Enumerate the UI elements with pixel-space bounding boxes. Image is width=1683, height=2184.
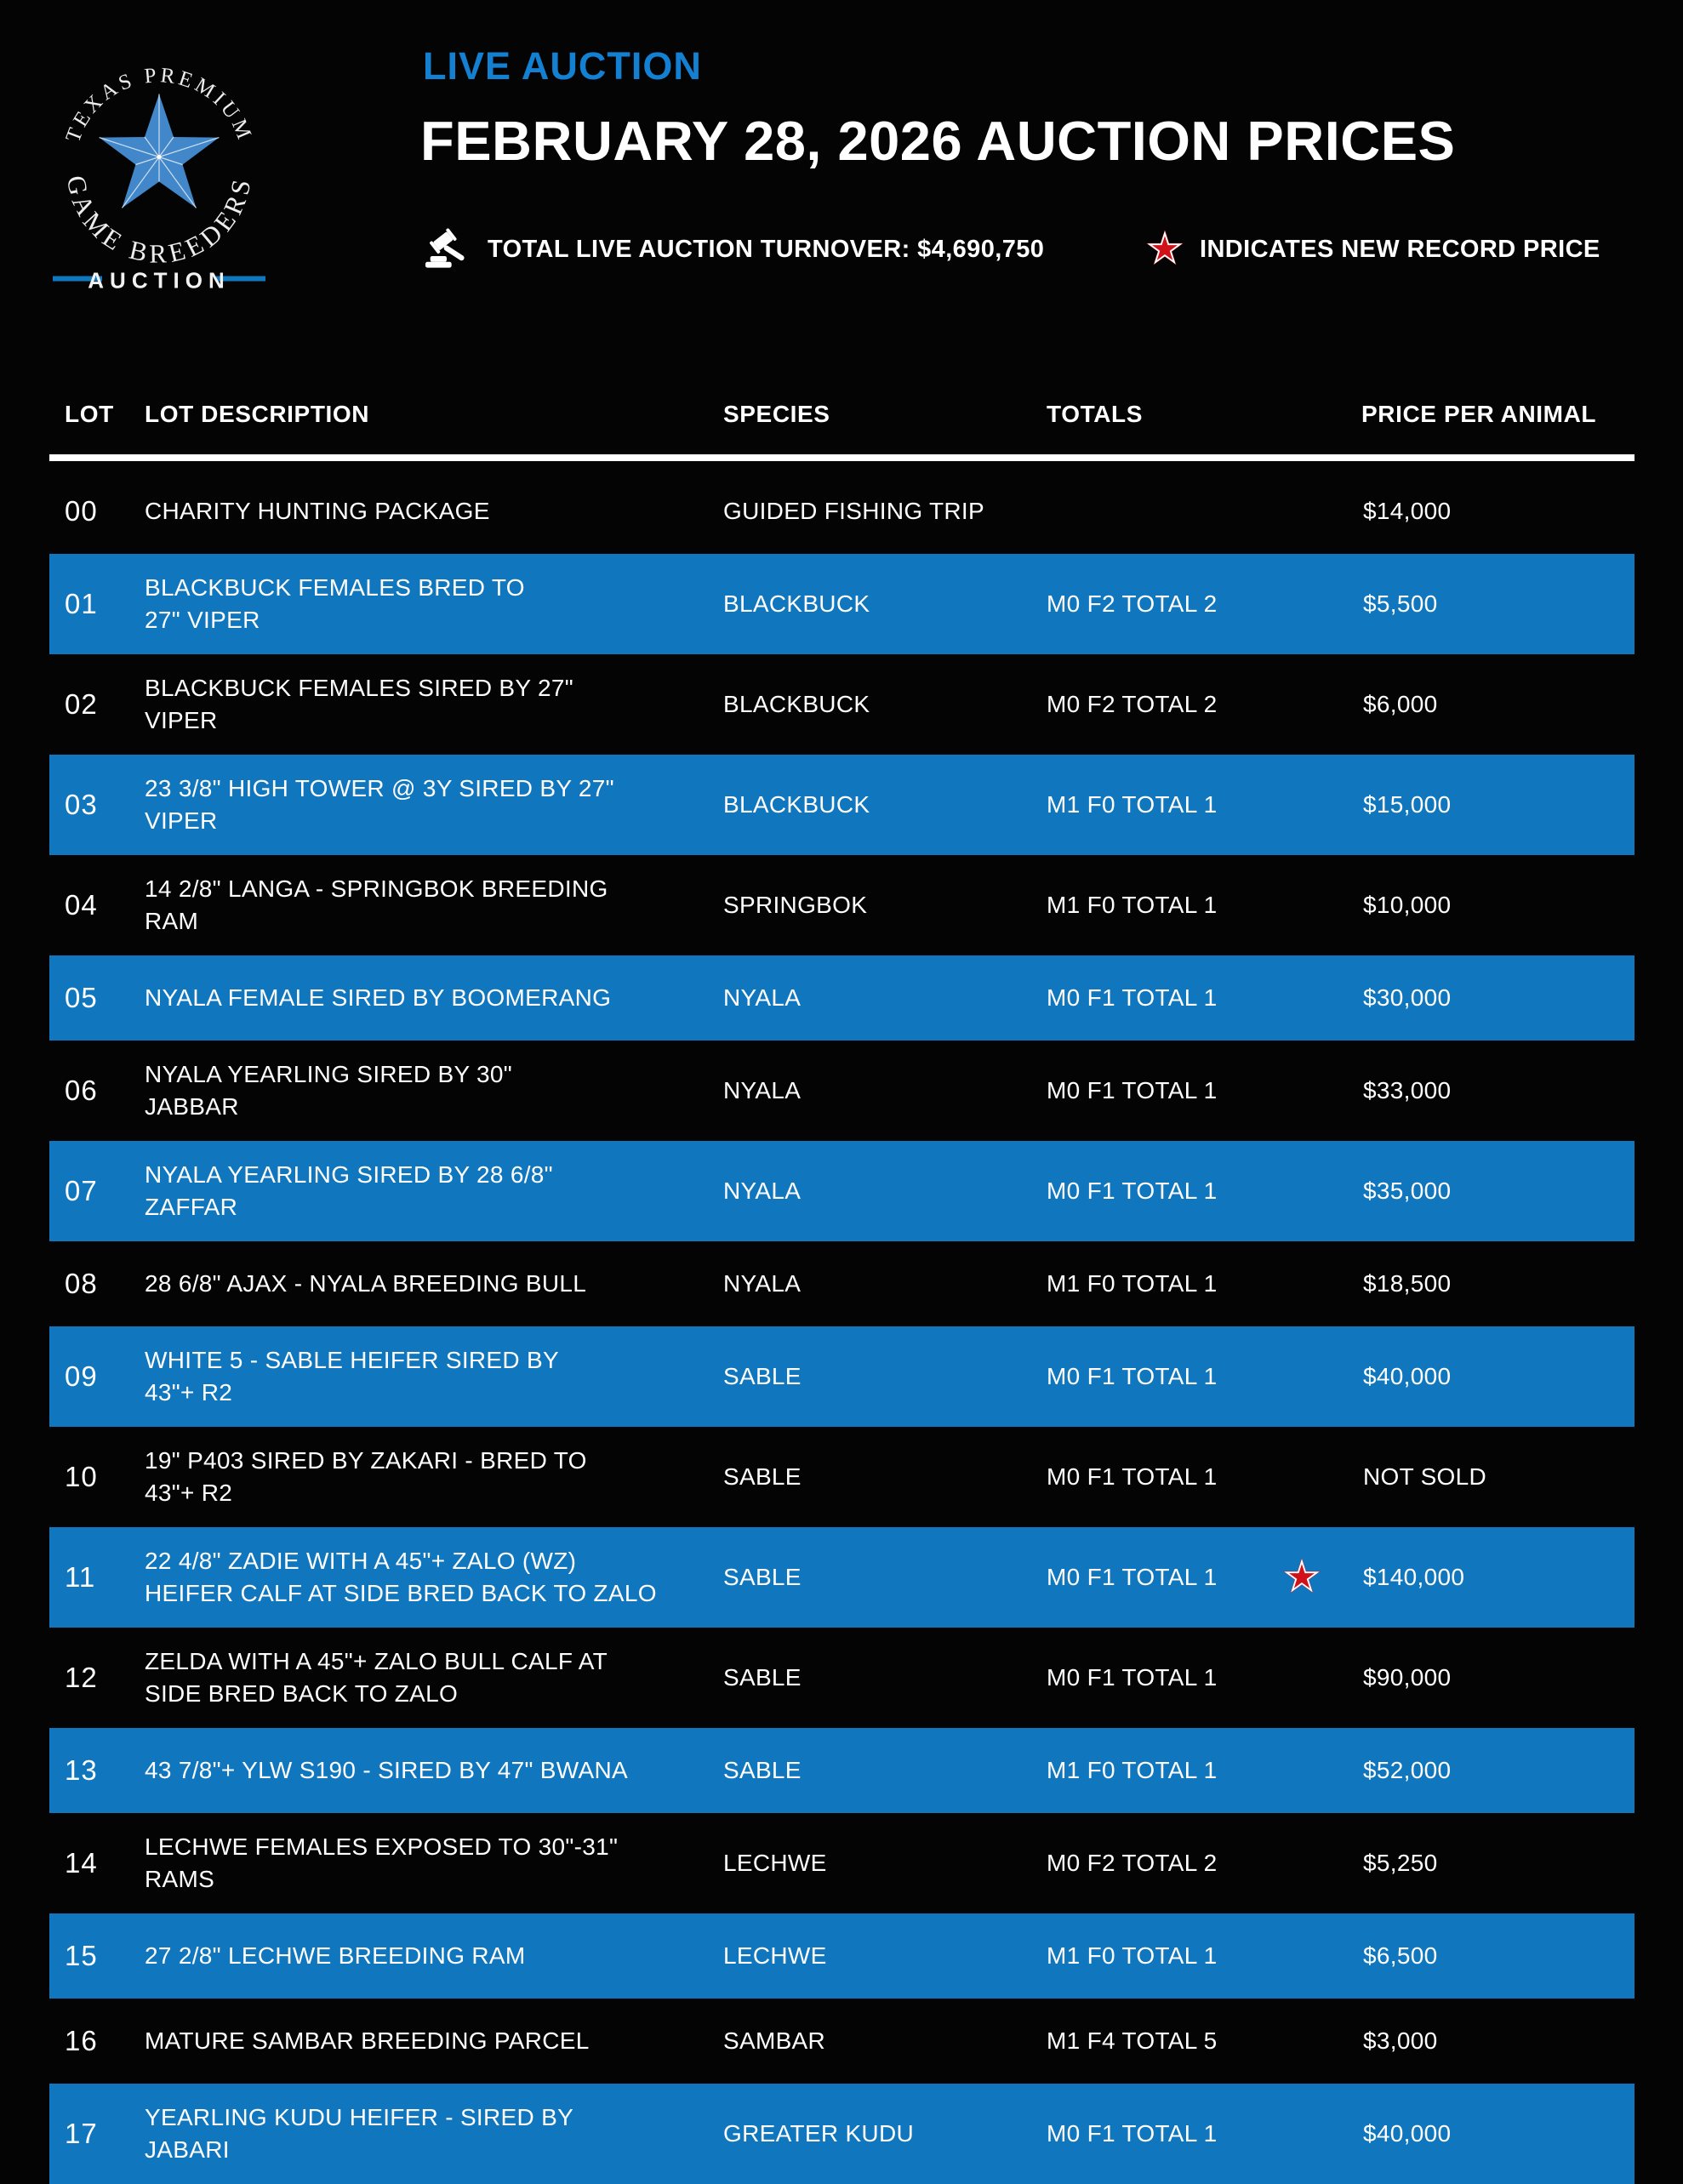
totals-value: M1 F0 TOTAL 1 xyxy=(1047,1942,1218,1969)
table-body xyxy=(49,469,1635,2184)
price-per-animal: $10,000 xyxy=(1363,892,1452,918)
species-value: GUIDED FISHING TRIP xyxy=(723,498,984,524)
table-row xyxy=(49,1628,1635,1728)
totals-value: M1 F0 TOTAL 1 xyxy=(1047,1757,1218,1783)
page-title: FEBRUARY 28, 2026 AUCTION PRICES xyxy=(420,110,1456,172)
lot-number: 02 xyxy=(65,688,98,720)
record-star-cell xyxy=(1281,2113,1361,2155)
record-star-cell xyxy=(1281,490,1361,533)
lot-number: 07 xyxy=(65,1175,98,1206)
lot-description: 43 7/8"+ YLW S190 - SIRED BY 47" BWANA xyxy=(145,1757,628,1783)
species-value: NYALA xyxy=(723,1270,802,1297)
header-divider xyxy=(49,454,1635,461)
totals-value: M0 F2 TOTAL 2 xyxy=(1047,590,1218,617)
lot-number: 08 xyxy=(65,1268,98,1299)
price-per-animal: $140,000 xyxy=(1363,1564,1465,1590)
species-value: SAMBAR xyxy=(723,2027,826,2054)
totals-value: M0 F1 TOTAL 1 xyxy=(1047,1363,1218,1389)
logo-arc-bottom-text: GAME BREEDERS xyxy=(60,173,258,269)
totals-value: M0 F1 TOTAL 1 xyxy=(1047,1463,1218,1490)
species-value: LECHWE xyxy=(723,1942,827,1969)
species-value: BLACKBUCK xyxy=(723,691,870,717)
lot-description: 28 6/8" AJAX - NYALA BREEDING BULL xyxy=(145,1270,587,1297)
red-star-icon xyxy=(1144,228,1186,271)
record-star-cell xyxy=(1281,1842,1361,1885)
live-auction-label: LIVE AUCTION xyxy=(423,44,702,88)
species-value: BLACKBUCK xyxy=(723,590,870,617)
totals-value: M0 F1 TOTAL 1 xyxy=(1047,1077,1218,1103)
record-star-cell xyxy=(1281,1355,1361,1398)
lot-description: WHITE 5 - SABLE HEIFER SIRED BY 43"+ R2 xyxy=(145,1347,559,1406)
red-star-icon xyxy=(1281,1556,1323,1599)
lot-description: 14 2/8" LANGA - SPRINGBOK BREEDING RAM xyxy=(145,875,608,934)
lot-description: 27 2/8" LECHWE BREEDING RAM xyxy=(145,1942,526,1969)
lot-number: 06 xyxy=(65,1075,98,1106)
lot-description: 22 4/8" ZADIE WITH A 45"+ ZALO (WZ) HEIFER CALF AT SIDE BRED BACK TO ZALO xyxy=(145,1548,657,1606)
table-header-row xyxy=(49,393,1635,454)
table-row xyxy=(49,2084,1635,2184)
lot-number: 17 xyxy=(65,2118,98,2149)
table-row xyxy=(49,1813,1635,1913)
lot-number: 05 xyxy=(65,982,98,1013)
lot-number: 09 xyxy=(65,1360,98,1392)
star-icon xyxy=(100,94,220,208)
species-value: LECHWE xyxy=(723,1850,827,1876)
record-star-cell xyxy=(1281,1170,1361,1212)
lot-description: ZELDA WITH A 45"+ ZALO BULL CALF AT SIDE BRED BACK TO ZALO xyxy=(145,1648,608,1707)
record-star-cell xyxy=(1281,2020,1361,2062)
table-row xyxy=(49,1326,1635,1427)
record-legend xyxy=(1144,223,1600,276)
totals-value: M0 F1 TOTAL 1 xyxy=(1047,984,1218,1011)
record-star-cell xyxy=(1281,1456,1361,1498)
species-value: GREATER KUDU xyxy=(723,2120,914,2147)
table-row xyxy=(49,1141,1635,1241)
price-per-animal: $18,500 xyxy=(1363,1270,1452,1297)
lot-number: 00 xyxy=(65,495,98,527)
record-star-cell xyxy=(1281,884,1361,927)
col-header-species: SPECIES xyxy=(723,401,830,427)
price-per-animal: $90,000 xyxy=(1363,1664,1452,1691)
record-legend-text: INDICATES NEW RECORD PRICE xyxy=(1200,235,1600,263)
auction-table xyxy=(49,393,1635,2184)
price-per-animal: $30,000 xyxy=(1363,984,1452,1011)
price-per-animal: $40,000 xyxy=(1363,1363,1452,1389)
price-per-animal: $5,250 xyxy=(1363,1850,1438,1876)
lot-description: NYALA FEMALE SIRED BY BOOMERANG xyxy=(145,984,612,1011)
price-per-animal: $6,500 xyxy=(1363,1942,1438,1969)
table-row xyxy=(49,469,1635,554)
table-row xyxy=(49,1427,1635,1527)
totals-value: M0 F1 TOTAL 1 xyxy=(1047,1178,1218,1204)
record-star-cell xyxy=(1281,1263,1361,1305)
totals-value: M0 F2 TOTAL 2 xyxy=(1047,691,1218,717)
table-row xyxy=(49,755,1635,855)
species-value: BLACKBUCK xyxy=(723,791,870,818)
price-per-animal: $33,000 xyxy=(1363,1077,1452,1103)
species-value: SABLE xyxy=(723,1463,802,1490)
logo-arc-top-text: TEXAS PREMIUM xyxy=(61,64,257,145)
price-per-animal: $5,500 xyxy=(1363,590,1438,617)
lot-description: BLACKBUCK FEMALES SIRED BY 27" VIPER xyxy=(145,675,573,733)
record-star-cell xyxy=(1281,1657,1361,1699)
record-star-cell xyxy=(1281,784,1361,826)
species-value: SABLE xyxy=(723,1664,802,1691)
species-value: SPRINGBOK xyxy=(723,892,868,918)
totals-value: M1 F0 TOTAL 1 xyxy=(1047,791,1218,818)
table-row xyxy=(49,654,1635,755)
table-row xyxy=(49,554,1635,654)
totals-value: M1 F4 TOTAL 5 xyxy=(1047,2027,1218,2054)
turnover-line xyxy=(423,223,1044,276)
lot-description: BLACKBUCK FEMALES BRED TO 27" VIPER xyxy=(145,574,525,633)
texas-premium-game-breeders-logo xyxy=(53,60,265,294)
svg-text:GAME BREEDERS xyxy=(61,173,258,268)
record-star-cell xyxy=(1281,1749,1361,1792)
lot-number: 10 xyxy=(65,1461,98,1492)
record-star-cell xyxy=(1281,683,1361,726)
lot-description: 23 3/8" HIGH TOWER @ 3Y SIRED BY 27" VIPER xyxy=(145,775,614,834)
col-header-price: PRICE PER ANIMAL xyxy=(1361,401,1597,427)
lot-number: 04 xyxy=(65,889,98,921)
lot-number: 16 xyxy=(65,2025,98,2056)
table-row xyxy=(49,1913,1635,1999)
col-header-description: LOT DESCRIPTION xyxy=(145,401,370,427)
logo-banner-text: AUCTION xyxy=(88,267,231,294)
table-row xyxy=(49,1999,1635,2084)
species-value: SABLE xyxy=(723,1363,802,1389)
lot-number: 14 xyxy=(65,1847,98,1879)
turnover-text: TOTAL LIVE AUCTION TURNOVER: $4,690,750 xyxy=(488,235,1045,263)
species-value: NYALA xyxy=(723,1077,802,1103)
lot-number: 11 xyxy=(65,1561,96,1593)
table-row xyxy=(49,1041,1635,1141)
totals-value: M1 F0 TOTAL 1 xyxy=(1047,892,1218,918)
record-star-cell xyxy=(1281,1935,1361,1977)
price-per-animal: $3,000 xyxy=(1363,2027,1438,2054)
totals-value: M0 F1 TOTAL 1 xyxy=(1047,2120,1218,2147)
lot-number: 01 xyxy=(65,588,98,619)
col-header-totals: TOTALS xyxy=(1047,401,1144,427)
lot-number: 15 xyxy=(65,1940,98,1971)
totals-value: M0 F1 TOTAL 1 xyxy=(1047,1564,1218,1590)
lot-description: NYALA YEARLING SIRED BY 28 6/8" ZAFFAR xyxy=(145,1161,553,1220)
record-star-cell xyxy=(1281,1556,1361,1599)
gavel-icon xyxy=(423,228,471,271)
price-per-animal: $52,000 xyxy=(1363,1757,1452,1783)
table-row xyxy=(49,855,1635,955)
record-star-cell xyxy=(1281,977,1361,1019)
lot-description: LECHWE FEMALES EXPOSED TO 30"-31" RAMS xyxy=(145,1833,619,1892)
species-value: SABLE xyxy=(723,1564,802,1590)
totals-value: M0 F2 TOTAL 2 xyxy=(1047,1850,1218,1876)
table-row xyxy=(49,1728,1635,1813)
lot-number: 13 xyxy=(65,1754,98,1786)
price-per-animal: $14,000 xyxy=(1363,498,1452,524)
totals-value: M0 F1 TOTAL 1 xyxy=(1047,1664,1218,1691)
col-header-lot: LOT xyxy=(65,401,114,427)
lot-number: 03 xyxy=(65,789,98,820)
lot-description: CHARITY HUNTING PACKAGE xyxy=(145,498,490,524)
price-per-animal: $35,000 xyxy=(1363,1178,1452,1204)
lot-description: NYALA YEARLING SIRED BY 30" JABBAR xyxy=(145,1061,513,1120)
price-per-animal: $15,000 xyxy=(1363,791,1452,818)
price-per-animal: NOT SOLD xyxy=(1363,1463,1487,1490)
lot-description: MATURE SAMBAR BREEDING PARCEL xyxy=(145,2027,590,2054)
lot-description: 19" P403 SIRED BY ZAKARI - BRED TO 43"+ R2 xyxy=(145,1447,587,1506)
table-row xyxy=(49,1527,1635,1628)
price-per-animal: $40,000 xyxy=(1363,2120,1452,2147)
price-per-animal: $6,000 xyxy=(1363,691,1438,717)
lot-number: 12 xyxy=(65,1662,98,1693)
table-row xyxy=(49,1241,1635,1326)
record-star-cell xyxy=(1281,1069,1361,1112)
record-star-cell xyxy=(1281,583,1361,625)
species-value: NYALA xyxy=(723,984,802,1011)
species-value: NYALA xyxy=(723,1178,802,1204)
lot-description: YEARLING KUDU HEIFER - SIRED BY JABARI xyxy=(145,2104,574,2163)
totals-value: M1 F0 TOTAL 1 xyxy=(1047,1270,1218,1297)
species-value: SABLE xyxy=(723,1757,802,1783)
table-row xyxy=(49,955,1635,1041)
